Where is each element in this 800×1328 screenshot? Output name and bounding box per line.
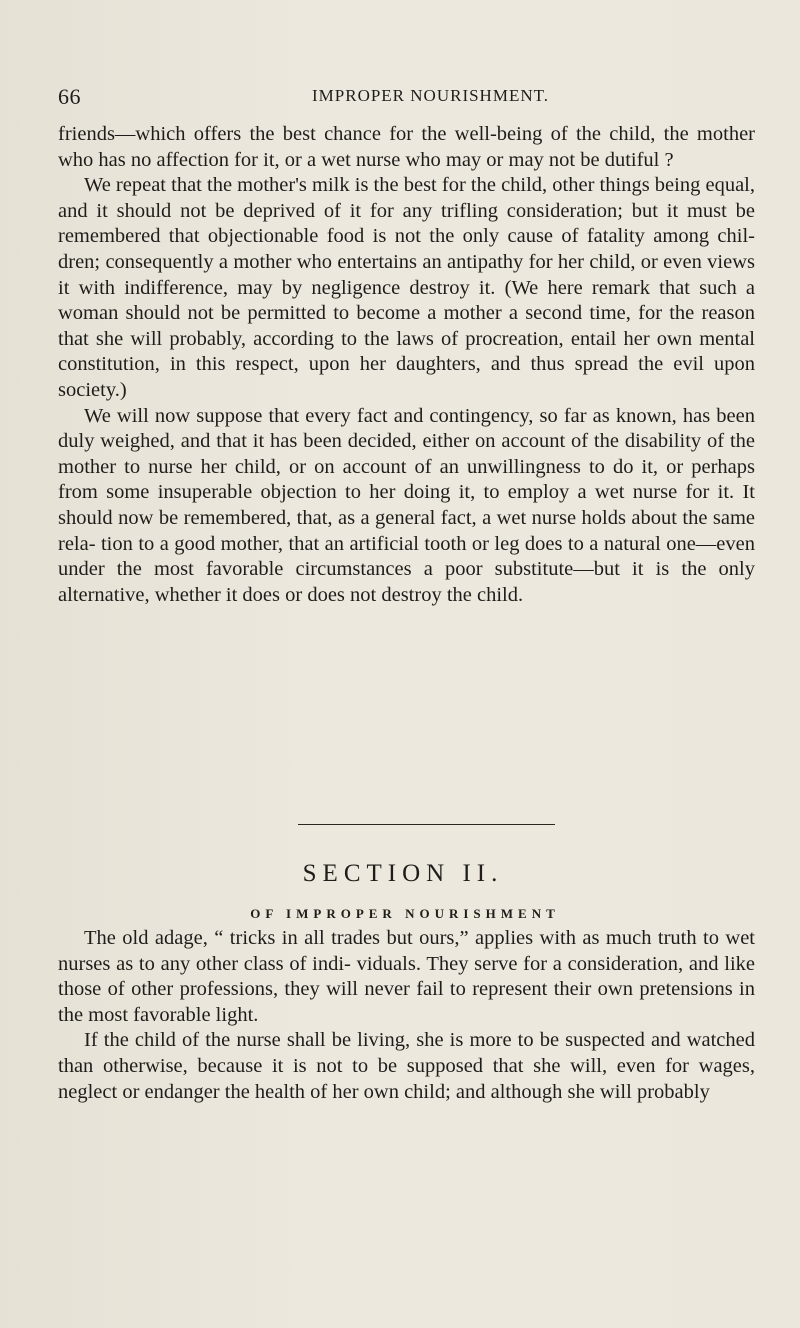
paragraph: If the child of the nurse shall be living, she is more to be suspected and watched than otherwise, because it is not to be supposed that she will, even for wages, neglect or endanger the health of her own child; and although she will probably <box>58 1029 755 1103</box>
page-number: 66 <box>58 84 81 109</box>
section-title: SECTION II. <box>302 860 504 887</box>
section-body-text <box>58 926 755 1105</box>
section-divider <box>298 824 555 825</box>
paragraph: We repeat that the mother's milk is the best for the child, other things being equal, and it should not be deprived of it for any trifling consideration; but it must be remembered that objectionable food is not the only cause of fatality among chil- dren; consequently a mother who entertains an antipathy for her child, or even views it with indifference, may by negligence destroy it. (We here remark that such a woman should not be permitted to become a mother a second time, for the reason that she will probably, according to the laws of procreation, entail her own mental constitution, in this respect, upon her daughters, and thus spread the evil upon society.) <box>58 174 755 401</box>
paragraph: The old adage, “ tricks in all trades but ours,” applies with as much truth to wet nurses as to any other class of indi- viduals. They serve for a consideration, and like those of other professions, they will never fail to represent their own pretensions in the most favorable light. <box>58 927 755 1026</box>
body-text <box>58 122 755 608</box>
paragraph: friends—which offers the best chance for the well-being of the child, the mother who has no affection for it, or a wet nurse who may or may not be dutiful ? <box>58 123 755 171</box>
running-head: IMPROPER NOURISHMENT. <box>312 86 549 105</box>
paragraph: We will now suppose that every fact and contingency, so far as known, has been duly weighed, and that it has been decided, either on account of the disability of the mother to nurse her child, or on account of an unwillingness to do it, or perhaps from some insuperable objection to her doing it, to employ a wet nurse for it. It should now be remembered, that, as a general fact, a wet nurse holds about the same rela- tion to a good mother, that an artificial tooth or leg does to a natural one—even under the most favorable circumstances a poor substitute—but it is the only alternative, whether it does or does not destroy the child. <box>58 404 755 606</box>
section-subtitle: OF IMPROPER NOURISHMENT <box>250 906 560 921</box>
page-header <box>58 84 758 110</box>
